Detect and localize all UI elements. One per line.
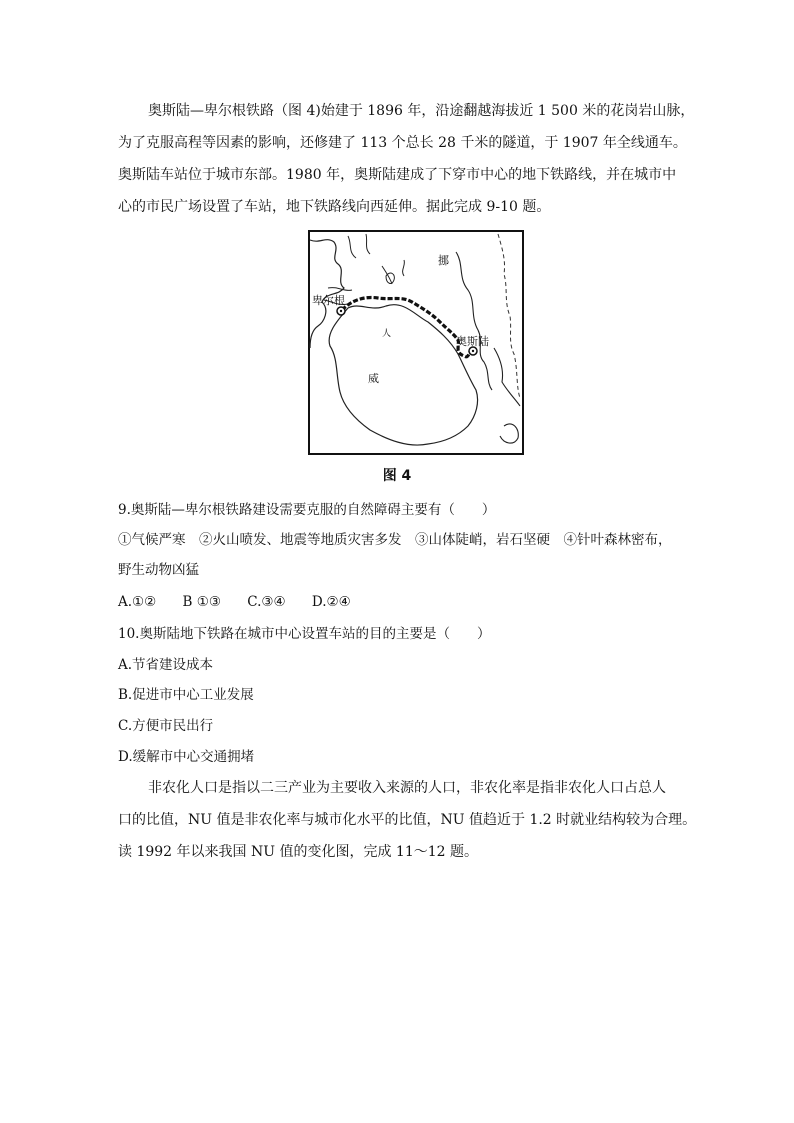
question-10-stem: 10.奥斯陆地下铁路在城市中心设置车站的目的主要是（ ） xyxy=(118,626,491,642)
question-9-statements-cont: 野生动物凶猛 xyxy=(118,562,199,578)
intro-line: 奥斯陆—卑尔根铁路（图 4)始建于 1896 年，沿途翻越海拔近 1 500 米的花岗岩山脉， xyxy=(148,103,695,119)
option-a: A.①② xyxy=(118,594,157,610)
option-c: C.③④ xyxy=(247,594,286,610)
map-frame xyxy=(309,231,523,454)
option-d: D.缓解市中心交通拥堵 xyxy=(118,749,255,765)
question-9-stem: 9.奥斯陆—卑尔根铁路建设需要克服的自然障碍主要有（ ） xyxy=(118,502,496,518)
option-c: C.方便市民出行 xyxy=(118,718,214,734)
wei-label: 威 xyxy=(368,372,379,385)
nuo-label: 挪 xyxy=(438,254,449,267)
intro-line: 心的市民广场设置了车站，地下铁路线向西延伸。据此完成 9-10 题。 xyxy=(118,199,551,215)
intro-passage xyxy=(118,95,698,223)
passage-line: 非农化人口是指以二三产业为主要收入来源的人口，非农化率是指非农化人口占总人 xyxy=(148,780,666,796)
railway-map xyxy=(308,230,524,455)
passage-line: 口的比值，NU 值是非农化率与城市化水平的比值，NU 值趋近于 1.2 时就业结构较为合理。 xyxy=(118,812,697,828)
intro-line: 奥斯陆车站位于城市东部。1980 年，奥斯陆建成了下穿市中心的地下铁路线，并在城市中 xyxy=(118,167,677,183)
option-a: A.节省建设成本 xyxy=(118,657,214,673)
question-9-statements: ①气候严寒 ②火山喷发、地震等地质灾害多发 ③山体陡峭，岩石坚硬 ④针叶森林密布， xyxy=(118,532,672,548)
bergen-label: 卑尔根 xyxy=(312,294,345,307)
option-b: B.促进市中心工业发展 xyxy=(118,687,254,703)
option-d: D.②④ xyxy=(311,594,351,610)
ren-label: 人 xyxy=(382,329,392,339)
railway-map-figure xyxy=(308,230,524,455)
intro-line: 为了克服高程等因素的影响，还修建了 113 个总长 28 千米的隧道，于 1907 年全线通车。 xyxy=(118,135,687,151)
figure-caption: 图 4 xyxy=(382,468,412,484)
passage-line: 读 1992 年以来我国 NU 值的变化图，完成 11～12 题。 xyxy=(118,844,479,860)
option-b: B ①③ xyxy=(182,594,221,610)
second-passage xyxy=(118,772,698,868)
question-9-options xyxy=(118,592,698,612)
oslo-label: 奥斯陆 xyxy=(456,335,489,348)
